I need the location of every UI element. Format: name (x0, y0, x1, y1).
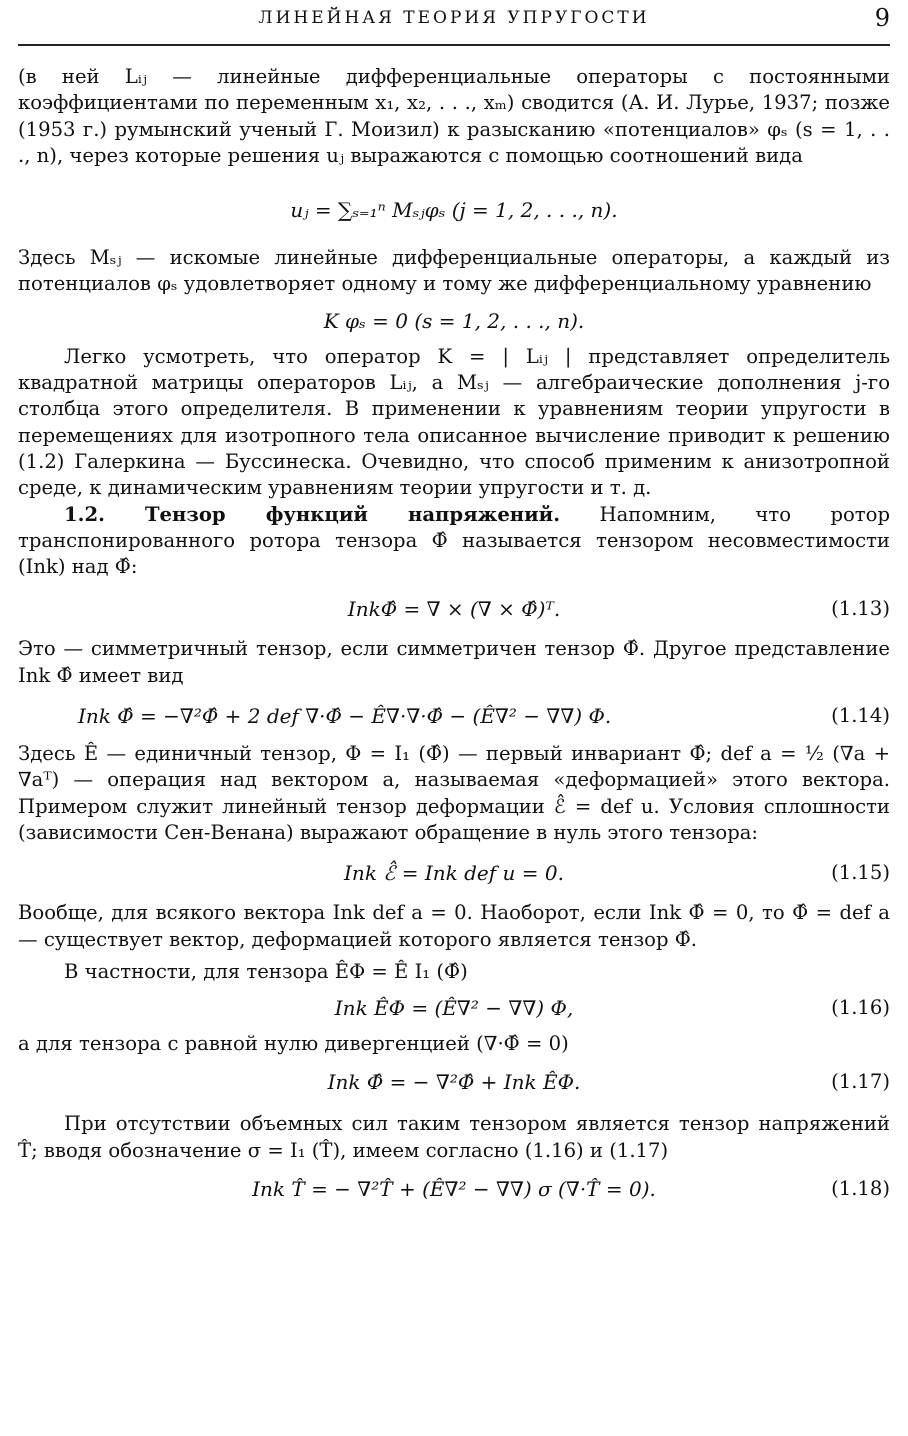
equation-1-17 (18, 1067, 890, 1097)
paragraph-4-text: Напомним, что ротор транспонированного ротора тензора Φ̂ называется тензором несовместимости (Ink) над Φ̂: (18, 502, 890, 579)
running-header (18, 0, 890, 46)
section-title: 1.2. Тензор функций напряжений. (64, 502, 561, 526)
equation-potentials (18, 181, 890, 239)
paragraph-10: При отсутствии объемных сил таким тензором является тензор напряжений T̂; вводя обозначение σ = I₁ (T̂), имеем согласно (1.16) и (1.17) (18, 1112, 890, 1162)
equation-1-15 (18, 858, 890, 888)
equation-1-18 (18, 1174, 890, 1204)
paragraph-9: а для тензора с равной нулю дивергенцией (∇·Φ̂ = 0) (18, 1032, 569, 1056)
paragraph-2: Здесь Mₛⱼ — искомые линейные дифференциальные операторы, а каждый из потенциалов φₛ удовлетворяет одному и тому же дифференциальному уравнению (18, 246, 890, 296)
paragraph-5: Это — симметричный тензор, если симметричен тензор Φ̂. Другое представление Ink Φ̂ имеет вид (18, 637, 890, 687)
equation-1-16-text: Ink ÊΦ = (Ê∇² − ∇∇) Φ, (334, 996, 574, 1021)
paragraph-8: В частности, для тензора ÊΦ = Ê I₁ (Φ̂) (64, 959, 468, 983)
paragraph-4 (18, 502, 890, 581)
equation-1-16 (18, 993, 890, 1023)
equation-1-14-text: Ink Φ̂ = −∇²Φ̂ + 2 def ∇·Φ̂ − Ê∇·∇·Φ̂ − (Ê∇² − ∇∇) Φ. (78, 704, 612, 729)
equation-1-13 (18, 594, 890, 624)
equation-number: (1.16) (831, 996, 890, 1020)
equation-number: (1.18) (831, 1177, 890, 1201)
paragraph-6: Здесь Ê — единичный тензор, Φ = I₁ (Φ̂) — первый инвариант Φ̂; def a = ½ (∇a + ∇aᵀ) — операция над вектором a, называемая «деформацией» этого вектора. Примером служит линейный тензор деформации ℰ̂ = def u. Условия сплошности (зависимости Сен-Венана) выражают обращение в нуль этого тензора: (18, 742, 890, 844)
running-title: ЛИНЕЙНАЯ ТЕОРИЯ УПРУГОСТИ (258, 8, 650, 28)
equation-number: (1.15) (831, 861, 890, 885)
equation-potentials-text: uⱼ = ∑ₛ₌₁ⁿ Mₛⱼφₛ (j = 1, 2, . . ., n). (290, 198, 618, 223)
equation-k (18, 306, 890, 336)
equation-number: (1.14) (831, 704, 890, 728)
equation-1-18-text: Ink T̂ = − ∇²T̂ + (Ê∇² − ∇∇) σ (∇·T̂ = 0). (252, 1177, 656, 1202)
equation-1-15-text: Ink ℰ̂ = Ink def u = 0. (344, 861, 564, 886)
equation-1-17-text: Ink Φ̂ = − ∇²Φ̂ + Ink ÊΦ. (327, 1070, 581, 1095)
equation-k-text: K φₛ = 0 (s = 1, 2, . . ., n). (323, 308, 585, 333)
equation-1-14 (18, 701, 890, 731)
page-number: 9 (874, 4, 890, 32)
equation-number: (1.17) (831, 1070, 890, 1094)
paragraph-3: Легко усмотреть, что оператор K = | Lᵢⱼ | представляет определитель квадратной матрицы операторов Lᵢⱼ, а Mₛⱼ — алгебраические дополнения j-го столбца этого определителя. В применении к уравнениям теории упругости в перемещениях для изотропного тела описанное вычисление приводит к решению (1.2) Галеркина — Буссинеска. Очевидно, что способ применим к анизотропной среде, к динамическим уравнениям теории упругости и т. д. (18, 344, 890, 500)
paragraph-1: (в ней Lᵢⱼ — линейные дифференциальные операторы с постоянными коэффициентами по переменным x₁, x₂, . . ., xₘ) сводится (А. И. Лурье, 1937; позже (1953 г.) румынский ученый Г. Моизил) к разысканию «потенциалов» φₛ (s = 1, . . ., n), через которые решения uⱼ выражаются с помощью соотношений вида (18, 65, 890, 167)
equation-number: (1.13) (831, 597, 890, 621)
paragraph-7: Вообще, для всякого вектора Ink def a = 0. Наоборот, если Ink Φ̂ = 0, то Φ̂ = def a — существует вектор, деформацией которого является тензор Φ̂. (18, 901, 890, 951)
book-page (18, 0, 890, 1204)
equation-1-13-text: InkΦ̂ = ∇ × (∇ × Φ̂)ᵀ. (347, 597, 561, 622)
